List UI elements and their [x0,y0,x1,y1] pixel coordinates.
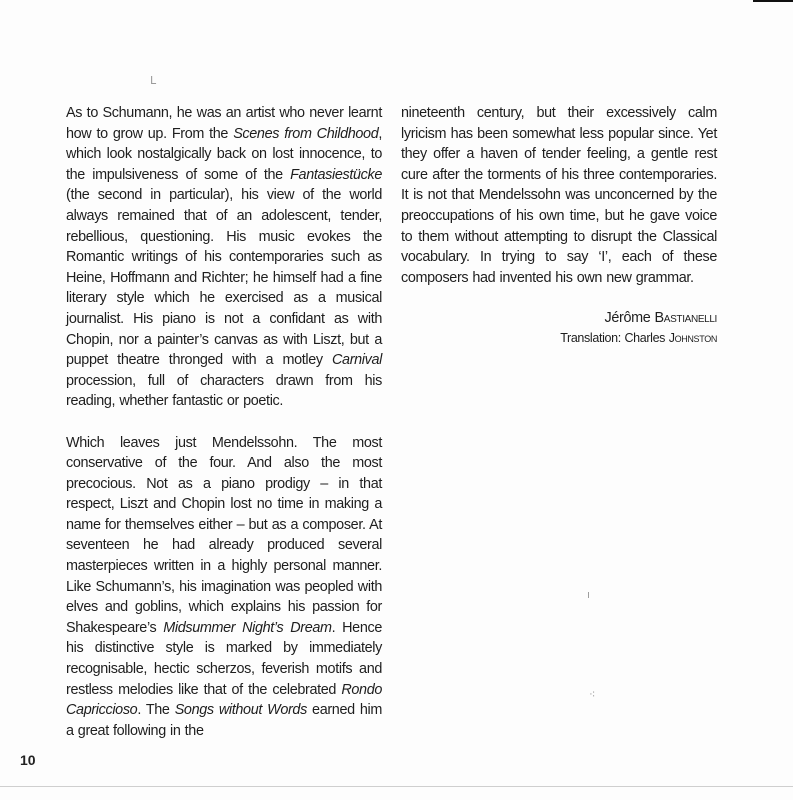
work-title: Scenes from Childhood [233,125,379,142]
page-number: 10 [20,752,36,768]
paragraph-schumann: As to Schumann, he was an artist who never learnt how to grow up. From the Scenes from Childhood, which look nostalgically back on lost innocence, to the impulsiveness of some of the Fantasiestücke (the second in particular), his view of the world always remained that of an adolescent, tender, rebellious, questioning. His music evokes the Romantic writings of his contemporaries such as Heine, Hoffmann and Richter; he himself had a fine literary style which he exercised as a musical journalist. His piano is not a confidant as with Chopin, nor a painter’s canvas as with Liszt, but a puppet theatre thronged with a motley Carnival procession, full of characters drawn from his reading, whether fantastic or poetic. [66,105,382,410]
work-title: Midsummer Night’s Dream [163,619,332,636]
author-credit: Jérôme Bastianelli [604,310,717,327]
paragraph-mendelssohn: Which leaves just Mendelssohn. The most conservative of the four. And also the most precocious. Not as a piano prodigy – in that respect, Liszt and Chopin lost no time in making a name for themselves either – but as a composer. At seventeen he had already produced several masterpieces written in a highly personal manner. Like Schumann’s, his imagination was peopled with elves and goblins, which explains his passion for Shakespeare’s Midsummer Night’s Dream. Hence his distinctive style is marked by immediately recognisable, hectic scherzos, feverish motifs and restless melodies like that of the celebrated Rondo Capriccioso. The Songs without Words earned him a great following in the [66,434,382,739]
print-speck: ᒪ [150,75,157,87]
work-title: Songs without Words [174,702,307,719]
print-speck: ⁖ [589,689,596,701]
right-column [401,103,717,348]
paragraph-conclusion: nineteenth century, but their excessively calm lyricism has been somewhat less popular since. Yet they offer a haven of tender feeling, a gentle rest cure after the torments of his three contemporaries. It is not that Mendelssohn was unconcerned by the preoccupations of his own time, but he gave voice to them without attempting to disrupt the Classical vocabulary. In trying to say ‘I’, each of these composers had invented his own new grammar. [401,105,717,286]
work-title: Carnival [332,352,382,369]
bottom-divider [0,786,793,787]
translator-credit: Translation: Charles Johnston [560,331,717,346]
signature-block [401,308,717,348]
corner-mark [753,0,793,2]
print-speck: ı [587,589,591,601]
left-column [66,103,382,741]
work-title: Fantasiestücke [290,166,382,183]
work-title: Rondo Capriccioso [66,681,382,719]
